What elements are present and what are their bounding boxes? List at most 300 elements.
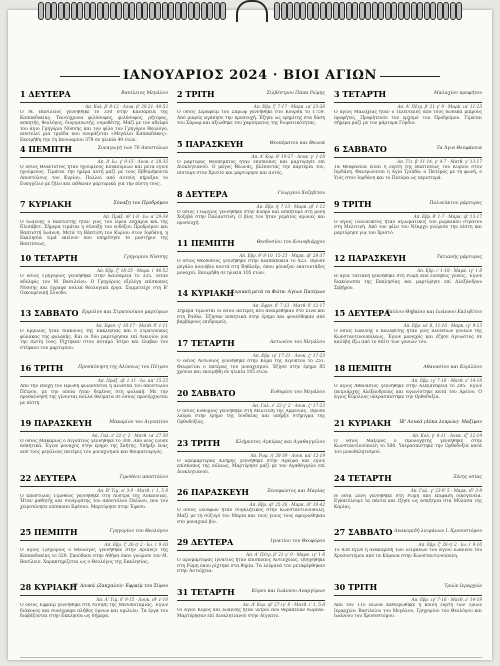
binding-coil <box>51 2 57 20</box>
weekday: ΠΑΡΑΣΚΕΥΗ <box>347 253 406 264</box>
readings: Απ. Α' Πέτρ. β' 21-γ' 9 · Μαρκ. ιγ' 1-8 <box>246 552 325 558</box>
day-header <box>177 140 325 153</box>
day-number: 28 <box>20 582 32 593</box>
day-label <box>20 253 78 263</box>
saint-life-text: Ο όσιος Αντώνιος γεννήθηκε στην Κομά της Αιγύπτου το 251. Θεωρείται ο πατέρας του μοναχισμού. Έζησε στην έρημο 85 χρόνια και εκοιμήθη σε ηλικία 105 ετών. <box>177 359 325 376</box>
day-entry <box>177 389 325 437</box>
day-number: 24 <box>334 472 346 483</box>
saint-name: Πολυεύκτου μάρτυρος <box>429 200 482 206</box>
saint-life-text: Ο όσιος Ιωάννης ο Καλυβίτης ήταν γιος πλουσίων γονέων της Κωνσταντινουπόλεως. Έγινε μοναχός και έζησε άγνωστος σε καλύβη έξω από το σπίτι των γονιών του. <box>334 329 482 346</box>
day-entry <box>334 254 482 307</box>
day-number: 30 <box>334 582 346 593</box>
saint-life-text: Ο απόστολος Τιμόθεος γεννήθηκε στη Λύστρα της Λυκαονίας. Ήταν μαθητής και συνεργάτης του αποστόλου Παύλου, που τον χειροτόνησε επίσκοπο Εφέσου. Μαρτύρησε στην Έφεσο. <box>20 493 168 510</box>
saint-life-text: Από τον 11ο αιώνα καθιερώθηκε η κοινή εορτή των Τριών Ιεραρχών: Βασιλείου του Μεγάλου, Γρηγορίου του Θεολόγου και Ιωάννου του Χρυσοστόμου. <box>334 603 482 620</box>
day-entry <box>334 90 482 143</box>
saint-life-text: Ο μάρτυρας Θεόπεμπτος ήταν επίσκοπος και μαρτύρησε επί Διοκλητιανού. Ο μάγος Θεωνάς, βλέποντας την καρτερία του, πίστεψε στον Χριστό και μαρτύρησε και αυτός. <box>177 159 325 176</box>
binding-coil <box>97 2 103 20</box>
day-header <box>20 528 168 541</box>
day-entry <box>177 239 325 287</box>
readings: Απ. Πράξ. ιθ' 1-8 · Ιω. α' 29-34 <box>103 213 168 219</box>
day-entry <box>20 364 168 417</box>
day-label <box>334 418 391 428</box>
day-label <box>20 582 77 592</box>
binding-coil <box>281 2 287 20</box>
saint-life-text: Ο όσιος Ξενοφών ήταν συγκλητικός στην Κωνσταντινούπολη. Μαζί με τη σύζυγό του Μαρία και τους γιους τους αφιερώθηκαν στο μοναχικό βίο. <box>177 508 325 525</box>
binding-coil <box>333 2 339 20</box>
day-header <box>334 90 482 103</box>
binding-coil <box>194 2 200 20</box>
day-label <box>20 144 72 154</box>
binding-coil <box>417 2 423 20</box>
binding-coil <box>77 2 83 20</box>
day-entry <box>334 364 482 417</box>
saint-name: Σιλβέστρου Πάπα Ρώμης <box>266 91 325 96</box>
binding-coil <box>175 2 181 20</box>
saint-life-text: Ο Ιωάννης ο Βαπτιστής ήταν γιος του ιερέα Ζαχαρία και της Ελισάβετ. Σήμερα τιμάται η σύναξη του ενδόξου Προδρόμου και Βαπτιστή Ιωάννη. Μετά τη Βάπτιση του Κυρίου στον Ιορδάνη, η Εκκλησία τιμά εκείνον που υπηρέτησε το μυστήριο της Βαπτίσεως. <box>20 219 168 247</box>
saint-life-text: Η αγία Τατιανή γεννήθηκε στη Ρώμη από ευσεβείς γονείς. Έγινε διακόνισσα της Εκκλησίας και μαρτύρησε επί Αλεξάνδρου Σεβήρου. <box>334 274 482 291</box>
binding-coil <box>339 2 345 20</box>
saint-name: Γρηγορίου Νύσσης <box>123 255 168 261</box>
day-header <box>334 528 482 541</box>
day-number: 8 <box>177 188 183 199</box>
day-entry <box>334 309 482 362</box>
binding-coil <box>326 2 332 20</box>
weekday: ΔΕΥΤΕΡΑ <box>185 188 228 199</box>
day-number: 27 <box>334 527 346 538</box>
day-label <box>334 199 372 209</box>
day-number: 2 <box>177 89 183 99</box>
saint-name: Σύναξη του Προδρόμου <box>113 200 168 206</box>
day-header <box>334 583 482 596</box>
binding-coil <box>181 2 187 20</box>
binding-coil <box>220 2 226 20</box>
saint-name: Θεοδοσίου του Κοινοβιάρχου <box>256 240 325 246</box>
weekday: ΣΑΒΒΑΤΟ <box>342 143 387 154</box>
saint-name: Γεωργίου Χοζεβίτου <box>277 190 325 196</box>
binding-coil <box>365 2 371 20</box>
hanger-hook-icon <box>236 0 268 22</box>
binding-coil <box>71 2 77 20</box>
day-header <box>177 538 325 551</box>
saint-name: Παύλου Θηβαίου και Ιωάννου Καλυβίτου <box>385 310 482 316</box>
binding-coil <box>214 2 220 20</box>
day-entry <box>334 474 482 527</box>
weekday: ΣΑΒΒΑΤΟ <box>33 308 79 319</box>
readings: Απ. Εβρ. ιγ' 7-16 · Ματθ. ε' 14-19 <box>411 597 482 603</box>
day-label <box>334 253 406 263</box>
day-header <box>177 90 325 103</box>
readings: Απ. Εβρ. ζ' 18-25 · Μαρκ. ι' 46-52 <box>96 268 168 274</box>
column-2 <box>177 90 325 638</box>
day-header <box>20 583 168 596</box>
day-entry <box>334 419 482 472</box>
day-entry <box>177 439 325 487</box>
day-number: 21 <box>334 417 346 428</box>
day-header <box>177 239 325 252</box>
title-rule-right <box>380 76 440 77</box>
day-header <box>20 254 168 267</box>
day-number: 4 <box>20 143 26 154</box>
day-label <box>20 418 92 428</box>
binding-coil <box>64 2 70 20</box>
readings: Απ. Α' Ιω. γ' 9-15 · Λουκ. ε' 28-35 <box>97 158 168 164</box>
weekday: ΔΕΥΤΕΡΑ <box>33 472 77 483</box>
readings: Απ. Εβρ. ι' 1-18 · Μαρκ. ιγ' 1-8 <box>417 268 482 274</box>
day-label <box>177 388 235 398</box>
binding-coil <box>398 2 404 20</box>
saint-life-text: Ο όσιος Θεοδόσιος γεννήθηκε στην Καππαδοκία το 423. Ίδρυσε μεγάλο κοινόβιο κοντά στη Βηθλεέμ, όπου μόναζαν εκατοντάδες μοναχοί. Εκοιμήθη σε ηλικία 105 ετών. <box>177 259 325 276</box>
readings: Απ. Εβρ. θ' 8-10, 15-23 · Μαρκ. ιβ' 28-37 <box>239 253 325 259</box>
readings: Απ. Πράξ. ιβ' 1-11 · Ιω. κα' 15-25 <box>97 378 168 383</box>
day-number: 13 <box>20 308 32 319</box>
day-entry <box>177 90 325 138</box>
binding-coil <box>411 2 417 20</box>
weekday: ΤΕΤΑΡΤΗ <box>190 338 235 348</box>
day-header <box>177 488 325 501</box>
day-label <box>20 527 78 537</box>
day-label <box>334 89 386 99</box>
day-entry <box>20 583 168 636</box>
day-number: 14 <box>177 288 189 299</box>
day-header <box>20 145 168 158</box>
day-label <box>20 199 72 209</box>
saint-name: Ξενοφώντος και Μαρίας <box>267 489 325 495</box>
day-header <box>177 389 325 402</box>
saint-name: Μαλαχίου προφήτου <box>434 91 482 96</box>
binding-coil <box>346 2 352 20</box>
readings: Απ. Εβρ. ιβ' 25-26 · Μαρκ. ιδ' 10-42 <box>249 502 325 508</box>
day-header <box>20 474 168 487</box>
column-1 <box>20 90 168 638</box>
saint-name: Τιμοθέου αποστόλου <box>119 474 168 480</box>
saint-life-text: Ο ιερομάρτυρας Ιγνάτιος ήταν επίσκοπος Αντιοχείας. Οδηγήθηκε στη Ρώμη όπου ρίχτηκε στα θηρία. Τα λείψανά του μεταφέρθηκαν στην Αντιόχεια. <box>177 558 325 575</box>
readings: Απ. Εβρ. θ' 1-7 · Μαρκ. ιβ' 13-17 <box>413 213 482 219</box>
day-number: 31 <box>177 587 189 597</box>
day-header <box>177 339 325 352</box>
day-header <box>20 90 168 103</box>
readings: Απ. Εφεσ. δ' 7-13 · Ματθ. δ' 12-17 <box>252 303 325 309</box>
day-number: 23 <box>177 437 189 448</box>
readings: Απ. Α' Πέτρ. β' 21-γ' 9 · Μαρκ. ια' 11-23 <box>397 104 482 109</box>
weekday: ΠΕΜΠΤΗ <box>28 143 72 154</box>
saint-life-text: Ο όσιος Εφραίμ γεννήθηκε στη Νίσιβη της Μεσοποταμίας. Έγινε διάκονος και συνέγραψε πλήθος ύμνων και ομιλιών. Τα έργα του διαβάζονται στην Εκκλησία ως σήμερα. <box>20 603 168 620</box>
binding-coil <box>372 2 378 20</box>
binding-coil <box>116 2 122 20</box>
day-number: 1 <box>20 89 26 99</box>
day-header <box>334 309 482 322</box>
readings: Απ. Κολ. β' 8-12 · Λουκ. β' 20-21, 40-52 <box>85 104 168 109</box>
weekday: ΠΑΡΑΣΚΕΥΗ <box>33 417 92 428</box>
saint-name: Κυριακή μετά τα Φώτα· Αγίων Πατέρων <box>230 290 325 296</box>
day-number: 25 <box>20 527 32 538</box>
readings: Απ. Β' Τιμ. α' 3-9 · Ματθ. ι' 1, 5-8 <box>97 487 168 493</box>
day-entry <box>334 145 482 198</box>
day-label <box>20 473 76 483</box>
weekday: ΠΑΡΑΣΚΕΥΗ <box>190 487 249 498</box>
binding-coil <box>84 2 90 20</box>
readings: Απ. Α' Κορ. ιβ' 27-ιγ' 8 · Ματθ. ι' 1, 5-8 <box>242 602 325 607</box>
day-entry <box>20 145 168 198</box>
day-label <box>177 139 243 149</box>
day-entry <box>20 528 168 581</box>
day-label <box>177 537 233 547</box>
weekday: ΤΕΤΑΡΤΗ <box>33 253 78 264</box>
day-header <box>177 289 325 302</box>
weekday: ΤΡΙΤΗ <box>342 198 372 209</box>
weekday: ΤΕΤΑΡΤΗ <box>342 89 387 99</box>
readings: Απ. Γαλ. ε' 22-ς' 2 · Λουκ. ς' 17-23 <box>252 402 325 408</box>
binding-coil <box>123 2 129 20</box>
day-header <box>334 200 482 213</box>
day-entry <box>177 140 325 188</box>
day-number: 15 <box>334 308 346 319</box>
day-label <box>334 363 392 373</box>
day-entry <box>20 200 168 253</box>
day-label <box>20 308 78 318</box>
weekday: ΣΑΒΒΑΤΟ <box>190 387 236 398</box>
weekday: ΤΡΙΤΗ <box>185 89 215 99</box>
saint-name: Μακαρίου του Αιγυπτίου <box>109 419 168 425</box>
day-number: 18 <box>334 363 346 373</box>
saint-name: ΙΕ' Λουκά (Ζακχαίου)· Εφραίμ του Σύρου <box>72 584 168 590</box>
weekday: ΤΕΤΑΡΤΗ <box>347 472 392 483</box>
readings: Απ. Α' Τιμ. δ' 9-15 · Λουκ. ιθ' 1-10 <box>96 597 168 603</box>
day-entry <box>20 90 168 143</box>
saint-life-text: Ο όσιος Ευθύμιος γεννήθηκε στη Μελιτινή της Αρμενίας. Ίδρυσε λαύρα στην έρημο της Ιουδαίας και υπήρξε στήριγμα της Ορθοδοξίας. <box>177 408 325 425</box>
saint-name: Θεοπέμπτου και Θεωνά <box>269 140 325 146</box>
day-label <box>334 308 390 318</box>
saint-life-text: Ο Μ. Βασίλειος γεννήθηκε το 330 στην Καισάρεια της Καππαδοκίας. Ταυτόχρονα φιλόσοφος, φιλόσοφος, ρήτορας, ασκητής, θεολόγος, διοργανωτής, νομοθέτης. Μαζί με τον αδελφό του άγιο Γρηγόριο Νύσσης και τον φίλο του Γρηγόριο Θεολόγο, αποτελεί μια τριάδα που ονομάζεται «Μεγάλοι Καππαδόκες». Εκοιμήθη την 1η Ιανουαρίου 379 σε ηλικία 49 ετών. <box>20 110 168 143</box>
binding-coil <box>162 2 168 20</box>
binding-coil <box>129 2 135 20</box>
saint-name: Γρηγορίου του Θεολόγου <box>109 529 168 535</box>
saint-life-text: Ο άγιος Αθανάσιος γεννήθηκε στην Αλεξάνδρεια το 295. Έγινε πατριάρχης Αλεξανδρείας και αγωνίστηκε κατά του Αρείου. Ο άγιος Κύριλλος υπερασπίστηκε την Ορθοδοξία. <box>334 384 482 401</box>
saint-life-text: Το 438 έγινε η ανακομιδή των λειψάνων του αγίου Ιωάννου του Χρυσοστόμου από τα Κόμανα στην Κωνσταντινούπολη. <box>334 548 482 559</box>
day-header <box>177 190 325 203</box>
binding-coil <box>110 2 116 20</box>
weekday: ΚΥΡΙΑΚΗ <box>33 582 78 593</box>
saint-name: Ερμύλου και Στρατονίκου μαρτύρων <box>81 310 168 316</box>
readings: Απ. Εβρ. ζ' 26-η' 2 · Ιω. ι' 9-16 <box>418 542 482 548</box>
saint-life-text: Ο όσιος Μάξιμος ο Ομολογητής γεννήθηκε στην Κωνσταντινούπολη το 580. Υπερασπίστηκε την Ορθοδοξία κατά του μονοθελητισμού. <box>334 438 482 455</box>
day-number: 6 <box>334 143 340 154</box>
binding-coil <box>378 2 384 20</box>
saint-life-text: Ο όσιος Θεόκτιστος ήταν ηγούμενος Κουκουμίων και μετά έγινε ηγούμενος. Τιμάται την ημέρα αυτή μαζί με τους Εβδομήκοντα Αποστόλους του Κυρίου. Πολλοί από αυτούς κήρυξαν το Ευαγγέλιο με ζήλο και πέθαναν μαρτυρικά για την πίστη τους. <box>20 164 168 187</box>
saint-name: ΙΒ' Λουκά (Δέκα λεπρών)· Μαξίμου <box>399 419 482 425</box>
day-number: 29 <box>177 537 189 548</box>
saint-name: Τατιανής μάρτυρος <box>436 255 482 261</box>
day-label <box>177 288 234 298</box>
weekday: ΚΥΡΙΑΚΗ <box>28 198 72 209</box>
day-header <box>20 200 168 213</box>
saint-name: Βασίλειος Μεγάλου <box>121 91 168 96</box>
saint-life-text: Τα Θεοφάνεια είναι η εορτή της Βαπτίσεως του Κυρίου στον Ιορδάνη. Φανερώνεται η Αγία Τριάδα: ο Πατέρας με τη φωνή, ο Υιός στον Ιορδάνη και το Πνεύμα ως περιστερά. <box>334 164 482 181</box>
day-number: 22 <box>20 472 32 483</box>
spiral-binding <box>0 0 500 26</box>
day-label <box>177 338 235 348</box>
day-number: 7 <box>20 198 26 209</box>
saint-life-text: Ο άγιος Μαλαχίας ήταν ο τελευταίος από τους δώδεκα μικρούς προφήτες. Προφήτευσε τον ερχομό του Προδρόμου. Τιμάται σήμερα μαζί με τον μάρτυρα Γόρδιο. <box>334 110 482 127</box>
saint-life-text: Ο όσιος Γρηγόριος γεννήθηκε στην Καισάρεια το 335. Ήταν αδελφός του Μ. Βασιλείου. Ο Γρηγόριος εξελέγη επίσκοπος Νύσσης και έγραψε πολλά θεολογικά έργα. Συμμετείχε στη Β' Οικουμενική Σύνοδο. <box>20 274 168 297</box>
binding-coil <box>307 2 313 20</box>
weekday: ΠΕΜΠΤΗ <box>33 527 78 538</box>
saint-life-text: Από την εποχή του Ηρώδη φυλάσσεται η αλυσίδα του αποστόλου Πέτρου, με την οποία ήταν δεμένος στη φυλακή. Με την προσκύνησή της γίνονται πολλά θαύματα σε όσους προσέρχονται με πίστη. <box>20 384 168 406</box>
saint-life-text: Ο άγιος Πολύευκτος ήταν αξιωματικός του ρωμαϊκού στρατού στη Μελιτινή. Από τον φίλο του Νέαρχο γνώρισε την πίστη και μαρτύρησε για τον Χριστό. <box>334 219 482 236</box>
day-label <box>177 89 215 99</box>
day-entry <box>177 488 325 536</box>
day-number: 20 <box>177 387 189 398</box>
saint-life-text: Οι άγιοι Κύρος και Ιωάννης ήταν ιατροί που θεράπευαν δωρεάν. Μαρτύρησαν επί Διοκλητιανού στην Αίγυπτο. <box>177 608 325 619</box>
day-header <box>334 419 482 432</box>
saint-name: Ιγνατίου του Θεοφόρου <box>270 539 325 545</box>
page-title: ΙΑΝΟΥΑΡΙΟΣ 2024 · ΒΙΟΙ ΑΓΙΩΝ <box>122 68 378 83</box>
day-label <box>334 144 387 154</box>
binding-coil <box>58 2 64 20</box>
day-label <box>334 582 377 592</box>
day-entry <box>177 339 325 387</box>
binding-coil <box>430 2 436 20</box>
binding-coil <box>188 2 194 20</box>
day-number: 11 <box>177 238 189 249</box>
readings: Απ. Εβρ. ζ' 7-17 · Μαρκ. ια' 23-26 <box>253 104 325 109</box>
saint-life-text: Ο άγιος Γρηγόριος ο Θεολόγος γεννήθηκε στην Αριανζό της Καππαδοκίας το 329. Σπούδασε στην Αθήνα όπου γνώρισε τον Μ. Βασίλειο. Χαρακτηρίζεται ως ο Θεολόγος της Εκκλησίας. <box>20 548 168 565</box>
binding-coil <box>313 2 319 20</box>
saint-name: Προσκύνηση της Αλύσεως του Πέτρου <box>78 365 168 370</box>
binding-coil <box>352 2 358 20</box>
saint-name: Τριών Ιεραρχών <box>444 584 482 590</box>
readings: Απ. Κολ. γ' 4-11 · Λουκ. ιζ' 12-19 <box>412 432 482 438</box>
weekday: ΔΕΥΤΕΡΑ <box>347 308 391 319</box>
weekday: ΠΑΡΑΣΚΕΥΗ <box>185 138 244 149</box>
binding-coil <box>450 2 456 20</box>
day-entry <box>20 419 168 472</box>
binding-coil <box>201 2 207 20</box>
day-number: 26 <box>177 487 189 498</box>
saint-life-text: Η οσία Ξένη γεννήθηκε στη Ρώμη από επιφανή οικογένεια. Εγκατέλειψε τα πάντα και έζησε ως ασκήτρια στα Μύλασα της Καρίας. <box>334 493 482 510</box>
day-number: 3 <box>334 89 340 99</box>
readings: Απ. Εβρ. η' 7-13 · Μαρκ. ιβ' 1-12 <box>256 203 325 209</box>
weekday: ΤΕΤΑΡΤΗ <box>190 587 235 597</box>
day-header <box>20 309 168 322</box>
bottom-rule <box>20 657 482 658</box>
binding-coil <box>136 2 142 20</box>
weekday: ΔΕΥΤΕΡΑ <box>28 89 71 99</box>
day-number: 9 <box>334 198 340 209</box>
day-header <box>20 364 168 377</box>
day-label <box>177 438 220 448</box>
binding-coil <box>149 2 155 20</box>
day-header <box>177 588 325 601</box>
saint-life-text: Ο όσιος Μακάριος ο Αιγύπτιος γεννήθηκε το 300. Από νέος ζούσε ασκητικά. Έγινε μοναχός στην έρημο της Σκήτης. Υπήρξε ένας από τους μεγάλους πατέρες του μοναχισμού και θαυματουργός. <box>20 438 168 455</box>
binding-coil <box>320 2 326 20</box>
day-number: 5 <box>177 138 183 149</box>
column-3 <box>334 90 482 638</box>
readings: Απ. Εβρ. ζ' 26-η' 2 · Ιω. ι' 9-16 <box>104 542 168 548</box>
day-label <box>20 363 63 373</box>
binding-coil <box>385 2 391 20</box>
saint-name: Κύρου και Ιωάννου Αναργύρων <box>251 589 325 594</box>
day-number: 17 <box>177 338 189 348</box>
binding-coil <box>404 2 410 20</box>
saint-name: Αθανασίου και Κυρίλλου <box>423 365 482 370</box>
day-header <box>334 364 482 377</box>
binding-coil <box>456 2 462 20</box>
day-label <box>20 89 71 99</box>
weekday: ΠΕΜΠΤΗ <box>190 238 235 249</box>
binding-coil <box>437 2 443 20</box>
day-entry <box>334 200 482 253</box>
day-entry <box>20 309 168 362</box>
binding-coil <box>155 2 161 20</box>
weekday: ΚΥΡΙΑΚΗ <box>347 417 392 428</box>
saint-name: Κλήμεντος Αγκύρας και Αγαθαγγέλου <box>235 439 325 445</box>
readings: Απ. Εβρ. ιγ' 7-16 · Ματθ. ε' 14-19 <box>411 378 482 383</box>
day-header <box>334 145 482 158</box>
readings: Απ. Εβρ. ιγ' 17-21 · Λουκ. ς' 17-23 <box>252 353 325 358</box>
day-label <box>177 238 235 248</box>
day-header <box>177 439 325 452</box>
readings: Απ. Εβρ. ια' 8, 11-16 · Μαρκ. ιγ' 9-13 <box>403 323 482 329</box>
binding-coil <box>45 2 51 20</box>
readings: Απ. Ρωμ. η' 28-39 · Λουκ. κα' 12-19 <box>250 452 325 458</box>
saint-name: Ξένης οσίας <box>453 474 482 480</box>
weekday: ΤΡΙΤΗ <box>190 437 221 448</box>
saint-life-text: Ο όσιος Σεραφείμ του Σάρωφ γεννήθηκε στο Κουρσκ το 1759. Από μικρός αγάπησε την προσευχή. Έζησε ως ερημίτης στα δάση του Σάρωφ και αξιώθηκε του χαρίσματος της διορατικότητας. <box>177 110 325 127</box>
day-entry <box>177 538 325 586</box>
day-entry <box>334 583 482 636</box>
day-label <box>177 587 235 597</box>
weekday: ΚΥΡΙΑΚΗ <box>190 288 235 299</box>
weekday: ΤΡΙΤΗ <box>33 363 64 373</box>
saint-name: Ανακομιδή λειψάνων Ι. Χρυσοστόμου <box>394 529 482 535</box>
days-grid <box>20 90 482 638</box>
day-header <box>334 254 482 267</box>
binding-coil <box>300 2 306 20</box>
binding-coil <box>207 2 213 20</box>
day-number: 10 <box>20 253 32 264</box>
binding-coil <box>90 2 96 20</box>
saint-name: Αντωνίου του Μεγάλου <box>269 340 325 345</box>
day-header <box>334 474 482 487</box>
day-label <box>177 487 249 497</box>
day-entry <box>177 190 325 238</box>
day-entry <box>177 588 325 636</box>
saint-life-text: Σήμερα τιμώνται οι όσιοι πατέρες που αναιρέθηκαν στο Σινά και στη Ραϊθώ. Έζησαν ασκητικά στην έρημο και φονεύθηκαν από βαρβάρους επιδρομείς. <box>177 309 325 326</box>
weekday: ΤΡΙΤΗ <box>347 582 378 593</box>
binding-coil <box>391 2 397 20</box>
weekday: ΠΕΜΠΤΗ <box>347 363 392 373</box>
binding-coil <box>103 2 109 20</box>
binding-coil <box>38 2 44 20</box>
binding-coil <box>359 2 365 20</box>
weekday: ΔΕΥΤΕΡΑ <box>190 537 234 548</box>
day-entry <box>177 289 325 337</box>
day-entry <box>20 474 168 527</box>
binding-coil <box>287 2 293 20</box>
day-number: 12 <box>334 253 346 264</box>
binding-coil <box>274 2 280 20</box>
day-entry <box>334 528 482 581</box>
readings: Απ. Τίτ. β' 11-14, γ' 4-7 · Ματθ. γ' 13-17 <box>397 158 482 164</box>
saint-life-text: Ο όσιος Γεώργιος γεννήθηκε στην Κύπρο και ασκήτεψε στη μονή Χοζεβά στην Παλαιστίνη. Ο βίος του ήταν γεμάτος αγώνες και προσευχή. <box>177 209 325 226</box>
saint-name: Συναγωγή των 70 Αποστόλων <box>97 145 168 151</box>
saint-life-text: Ο ιερομάρτυρας Κλήμης γεννήθηκε στην Άγκυρα και έγινε επίσκοπος της πόλεως. Μαρτύρησε μαζί με τον Αγαθάγγελο επί Διοκλητιανού. <box>177 458 325 475</box>
readings: Απ. Εφεσ. ς' 10-17 · Ματθ. δ' 1-11 <box>95 323 168 329</box>
day-number: 16 <box>20 363 32 373</box>
binding-coil <box>443 2 449 20</box>
readings: Απ. Γαλ. γ' 23-δ' 5 · Μαρκ. ιδ' 3-9 <box>410 487 482 493</box>
readings: Απ. Γαλ. ε' 22-ς' 2 · Ματθ. ια' 27-30 <box>91 432 168 438</box>
